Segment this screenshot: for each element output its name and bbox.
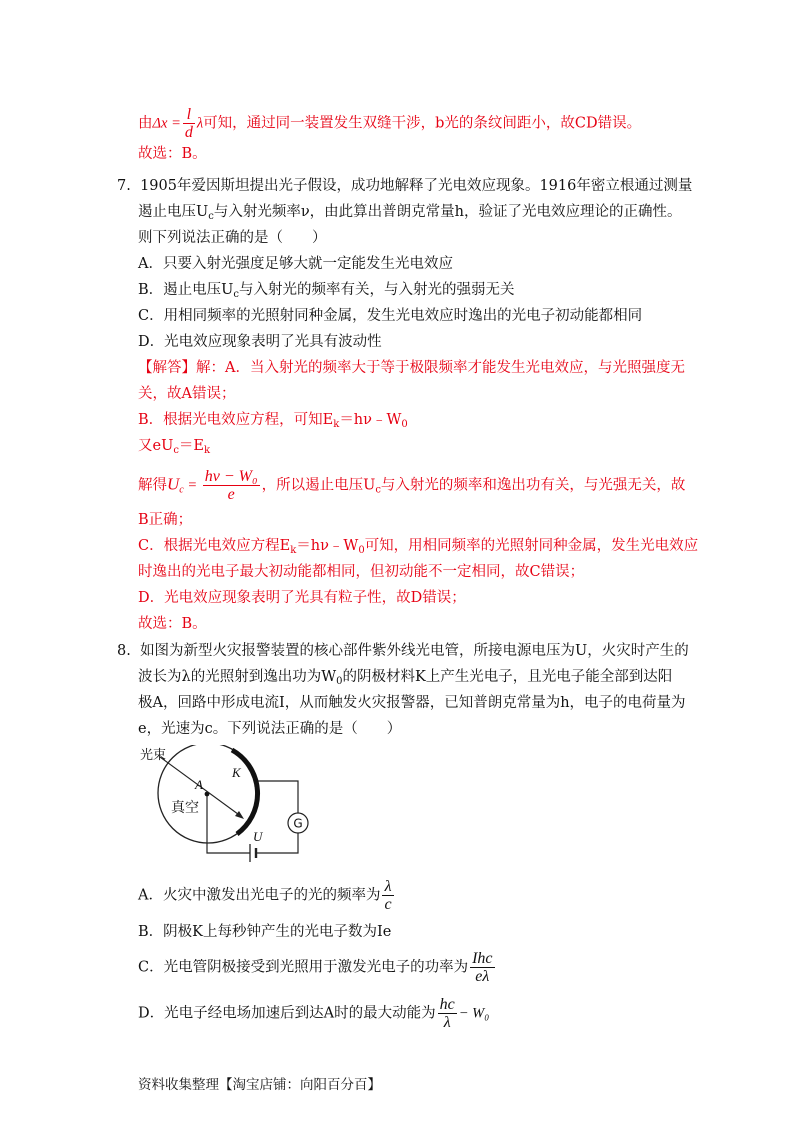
q6-fraction-den: d [184,124,193,141]
q7-uc-fraction [203,468,260,503]
q8-option-c-fraction [470,950,494,985]
q7-solution-line1-text: 解：A．当入射光的频率大于等于极限频率才能发生光电效应，与光照强度无 [196,360,685,376]
light-beam-label: 光束 [140,748,167,763]
q7-sol4-sub2: k [204,445,211,456]
phototube-figure [140,745,320,865]
q8-option-d [138,996,489,1031]
q7-sol5-lhs-sub: c [179,484,184,496]
q7-sol7-b: ＝hν﹣W [296,538,359,554]
q8-option-a-text: A．火灾中激发出光电子的光的频率为 [138,887,381,904]
galvanometer-label: G [293,816,303,831]
q7-solution-line5: 解得$U_c$ = $\frac{\text{hν − W₀}}{e}$ ，所以遏止电压$U_c$与入射光的频率和逸出功有关，与光强无关，故 [138,468,686,503]
q8-option-d-text: D．光电子经电场加速后到达A时的最大动能为 [138,1005,436,1022]
q6-formula-rhs: λ [196,115,204,132]
voltage-label: U [253,829,263,844]
q8-stem-text1: 如图为新型火灾报警装置的核心部件紫外线光电管，所接电源电压为U，火灾时产生的 [140,643,689,659]
q7-stem-line1 [117,176,692,196]
page-footer: 资料收集整理【淘宝店铺：向阳百分百】 [138,1077,381,1093]
q7-solution-line8: 时逸出的光电子最大初动能都相同，但初动能不一定相同，故C错误； [138,564,585,580]
q8-option-c [138,950,497,985]
q7-option-d: D．光电效应现象表明了光具有波动性 [138,334,382,350]
q8-stem2-sub: 0 [336,676,343,687]
q7-option-b [138,280,515,305]
q7-sol5-b: 与入射光的频率和逸出功有关，与光强无关，故 [380,477,686,494]
q6-conclusion [138,106,641,141]
q8-d-num: hc [439,996,455,1013]
q7-stem-line2-b: 与入射光频率ν，由此算出普朗克常量h，验证了光电效应理论的正确性。 [213,204,682,220]
q7-answer: 故选：B。 [138,616,207,632]
q8-stem-line1 [117,641,689,661]
q7-number: 7. [117,178,131,194]
q8-stem-line2 [138,667,672,692]
q8-stem-line3: 极A，回路中形成电流I，从而触发火灾报警器，已知普朗克常量为h，电子的电荷量为 [138,695,686,711]
q7-stem-line2 [138,202,682,227]
q8-stem-line4: e，光速为c。下列说法正确的是（ ） [138,721,402,737]
q7-stem-line2-a: 遏止电压U [138,204,209,220]
q7-option-c: C．用相同频率的光照射同种金属，发生光电效应时逸出的光电子初动能都相同 [138,308,643,324]
q6-formula-lhs: Δx = [152,115,181,132]
solution-tag: 【解答】 [138,360,196,376]
q7-option-b-b: 与入射光的频率有关，与入射光的强弱无关 [239,282,515,298]
q7-sol7-c: 可知，用相同频率的光照射同种金属，发生光电效应 [364,538,699,554]
cathode-label: K [232,765,241,780]
q7-solution-line3 [138,410,408,435]
q7-solution-line1 [138,358,685,378]
q8-c-num: Ihc [472,950,493,967]
q7-solution-line7 [138,536,698,561]
q8-option-d-fraction [438,996,457,1031]
q8-option-d-tail: − W₀ [458,1005,490,1022]
q7-sol5-a: ，所以遏止电压U [261,477,376,494]
q7-option-b-a: B．遏止电压U [138,282,234,298]
q6-fraction-num: l [183,106,195,124]
q7-stem-text1: 1905年爱因斯坦提出光子假设，成功地解释了光电效应现象。1916年密立根通过测量 [140,178,693,194]
q7-uc-fraction-num: hν − W₀ [204,468,258,485]
q7-sol7-sub2: 0 [358,545,365,556]
anode-label: A [195,777,203,792]
q7-uc-fraction-den: e [227,486,235,503]
cathode-k [232,750,258,834]
vacuum-label: 真空 [171,800,199,816]
q8-a-num: λ [382,878,393,896]
q8-option-b: B．阴极K上每秒钟产生的光电子数为Ie [138,924,392,940]
q7-sol3-sub2: 0 [401,419,408,430]
q7-option-b-sub: c [233,289,239,300]
q8-option-a [138,878,396,913]
q7-sol4-sub1: c [173,445,179,456]
q7-sol3-a: B．根据光电效应方程，可知E [138,412,334,428]
q8-a-den: c [384,896,392,913]
q7-sol4-a: 又eU [138,438,174,454]
q7-sol4-b: ＝E [178,438,205,454]
q7-sol7-a: C．根据光电效应方程E [138,538,291,554]
q8-stem2-b: 的阴极材料K上产生光电子，且光电子能全部到达阳 [342,669,673,685]
q7-sol3-sub1: k [333,419,340,430]
q7-sol5-lhs: U [167,474,180,494]
q8-d-den: λ [443,1014,451,1031]
q8-number: 8. [117,643,131,659]
q7-stem-line2-sub: c [208,211,214,222]
q8-c-den: eλ [475,968,490,985]
q8-stem2-a: 波长为λ的光照射到逸出功为W [138,669,337,685]
q7-solution-line4 [138,436,210,461]
q6-conclusion-text: 可知，通过同一装置发生双缝干涉，b光的条纹间距小，故CD错误。 [203,115,642,132]
q7-solution-line6: B正确； [138,512,193,528]
q7-option-a: A．只要入射光强度足够大就一定能发生光电效应 [138,256,453,272]
q7-sol3-b: ＝hν﹣W [339,412,402,428]
q6-answer: 故选：B。 [138,146,207,162]
q7-sol7-sub1: k [290,545,297,556]
q6-conclusion-lead: 由 [138,115,153,132]
q8-option-c-text: C．光电管阴极接受到光照用于激发光电子的功率为 [138,959,469,976]
q8-option-a-fraction [382,878,393,913]
q7-stem-line3: 则下列说法正确的是（ ） [138,230,327,246]
q7-solution-line9: D．光电效应现象表明了光具有粒子性，故D错误； [138,590,466,606]
q7-sol5-sub: c [375,484,381,496]
q6-fraction [183,106,195,141]
q7-solution-line2: 关，故A错误； [138,386,236,402]
q7-sol5-lead: 解得 [138,477,167,494]
